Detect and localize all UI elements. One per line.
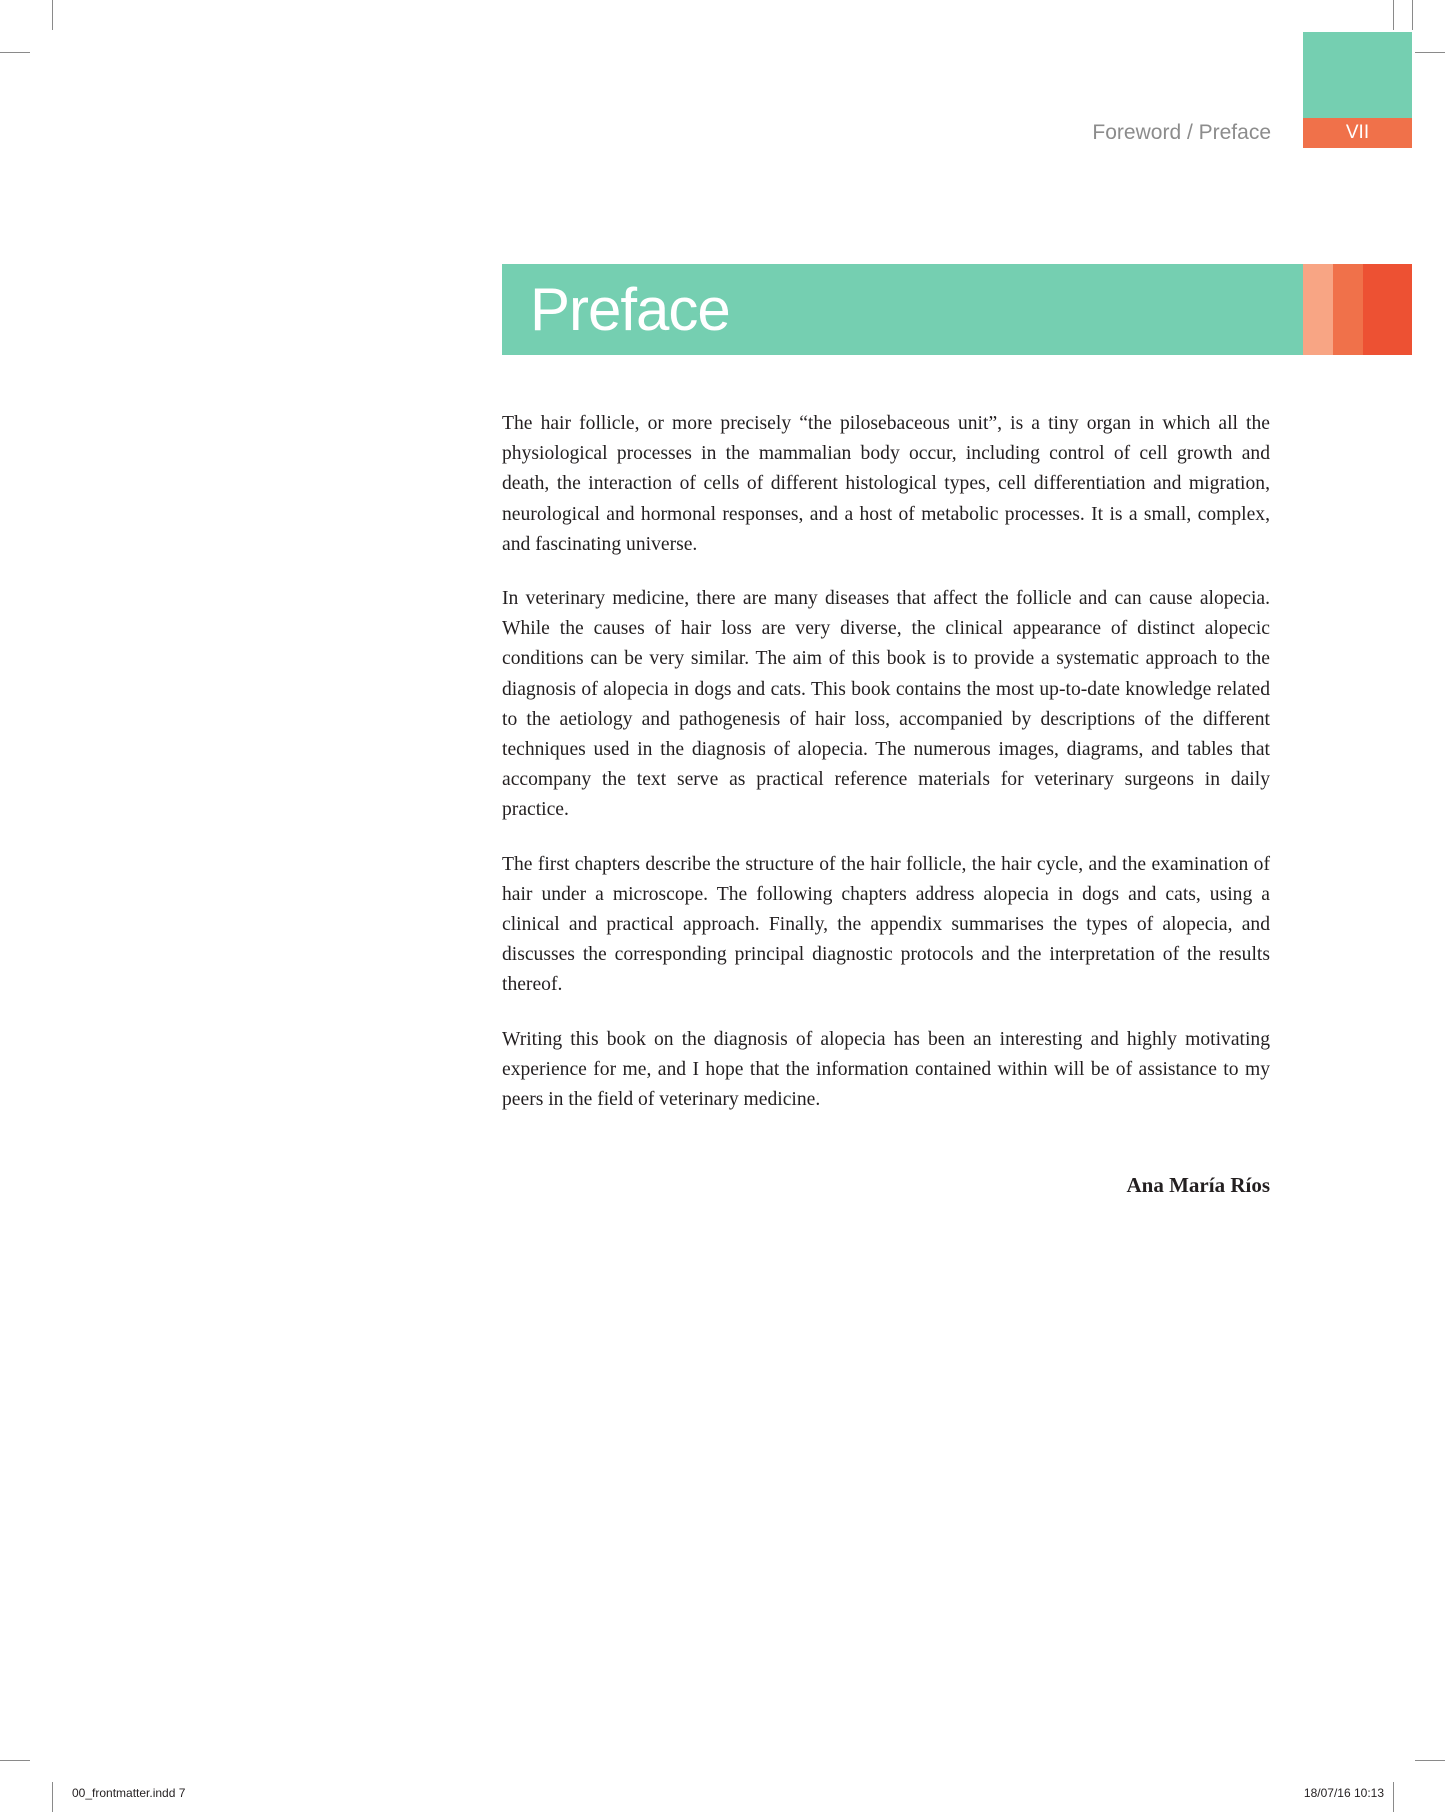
page-number: VII [1303,118,1412,148]
paragraph: In veterinary medicine, there are many diseases that affect the follicle and can cause alopecia. While the causes of hair loss are very diverse, the clinical appearance of distinct alopecic conditions can be very similar. The aim of this book is to provide a systematic approach to the diagnosis of alopecia in dogs and cats. This book contains the most up-to-date knowledge related to the aetiology and pathogenesis of hair loss, accompanied by descriptions of the different techniques used in the diagnosis of alopecia. The numerous images, diagrams, and tables that accompany the text serve as practical reference materials for veterinary surgeons in daily practice. [502,588,1270,821]
crop-mark [1415,1760,1445,1761]
banner-stripe [1363,264,1412,355]
body-text [502,409,1270,1139]
paragraph: The hair follicle, or more precisely “the pilosebaceous unit”, is a tiny organ in which all the physiological processes in the mammalian body occur, including control of cell growth and death, the interaction of cells of different histological types, cell differentiation and migration, neurological and hormonal responses, and a host of metabolic processes. It is a small, complex, and fascinating universe. [502,413,1270,555]
title-banner [502,264,1303,355]
crop-mark [52,1782,53,1812]
author-signature: Ana María Ríos [1126,1173,1270,1197]
slug-timestamp: 18/07/16 10:13 [1303,1786,1384,1800]
running-head: Foreword / Preface [1092,121,1271,144]
crop-mark [1393,1782,1394,1812]
crop-mark [52,0,53,30]
crop-mark [0,1760,30,1761]
crop-mark [1412,0,1413,30]
paragraph: The first chapters describe the structure of the hair follicle, the hair cycle, and the examination of hair under a microscope. The following chapters address alopecia in dogs and cats, using a clinical and practical approach. Finally, the appendix summarises the types of alopecia, and discusses the corresponding principal diagnostic protocols and the interpretation of the results thereof. [502,853,1270,996]
page-title: Preface [530,276,730,343]
banner-stripe [1303,264,1333,355]
banner-stripe [1333,264,1363,355]
crop-mark [1415,52,1445,53]
slug-file: 00_frontmatter.indd 7 [72,1786,186,1800]
crop-mark [0,52,30,53]
crop-mark [1393,0,1394,30]
paragraph: Writing this book on the diagnosis of alopecia has been an interesting and highly motivating experience for me, and I hope that the information contained within will be of assistance to my peers in the field of veterinary medicine. [502,1028,1270,1111]
header-tab-block [1303,32,1412,118]
